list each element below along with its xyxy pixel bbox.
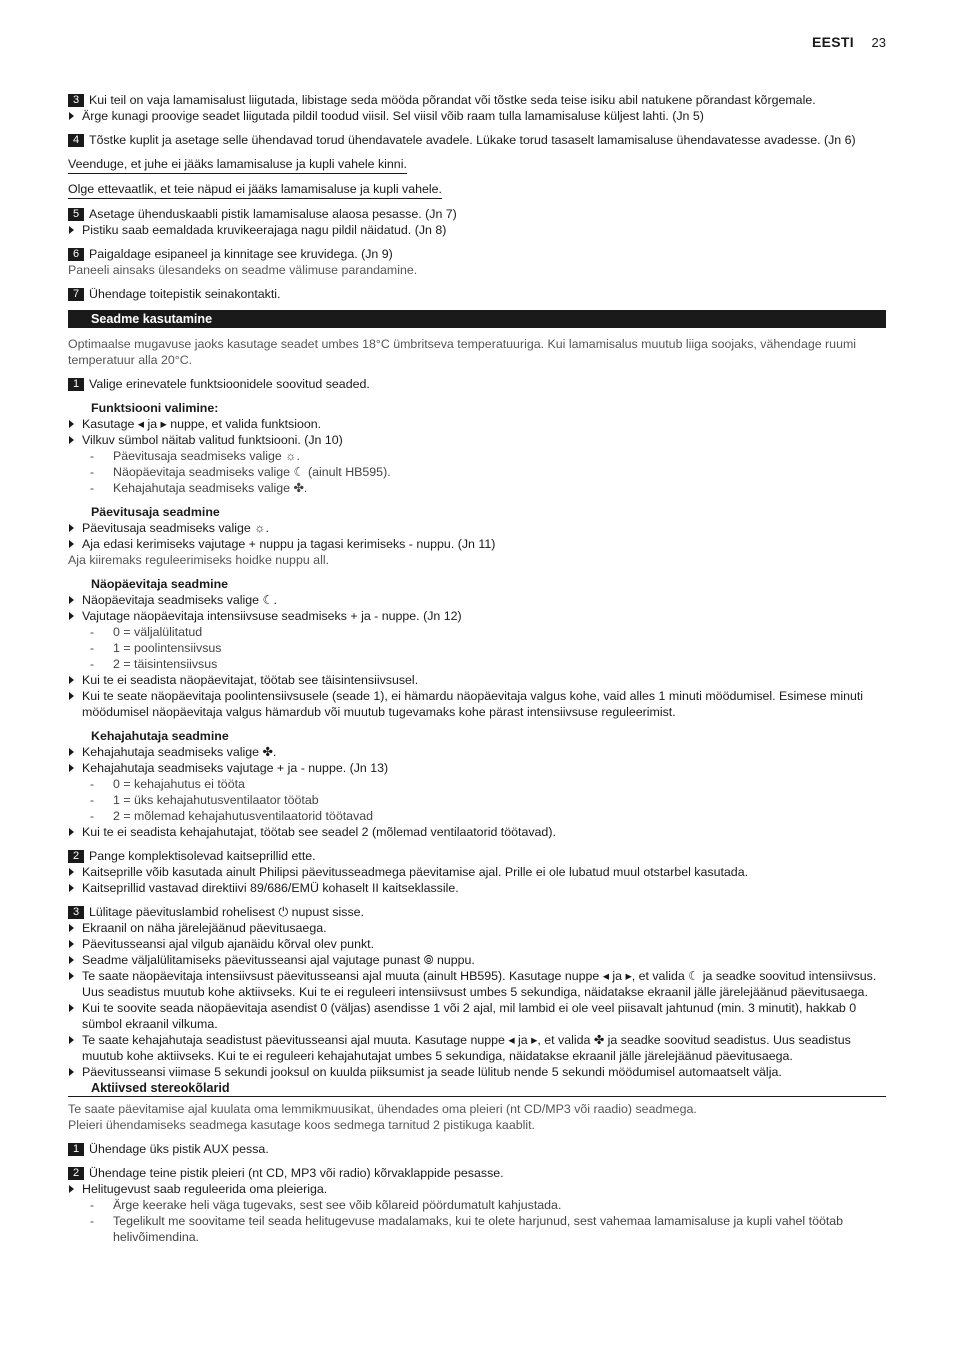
- dash-item: - Näopäevitaja seadmiseks valige ☾ (ainult HB595).: [68, 464, 886, 480]
- section-intro: Optimaalse mugavuse jaoks kasutage seadet umbes 18°C ümbritseva temperatuuriga. Kui lamamisalus muutub liiga soojaks, vähendage ruumi temperatuur alla 20°C.: [68, 337, 857, 367]
- step-text: Valige erinevatele funktsioonidele soovitud seaded.: [89, 377, 370, 391]
- bullet-item: Pistiku saab eemaldada kruvikeerajaga nagu pildil näidatud. (Jn 8): [68, 222, 886, 238]
- step-number: 2: [68, 1167, 84, 1180]
- step-2: [68, 848, 886, 864]
- step-number: 3: [68, 906, 84, 919]
- section-heading-usage: Seadme kasutamine: [68, 310, 886, 328]
- language-label: EESTI: [811, 34, 854, 50]
- step-1: [68, 376, 886, 392]
- warning-text: Olge ettevaatlik, et teie näpud ei jääks lamamisaluse ja kupli vahele.: [68, 181, 442, 199]
- bullet-item: Näopäevitaja seadmiseks valige ☾.: [68, 592, 886, 608]
- step-number: 3: [68, 94, 84, 107]
- note-text: Aja kiiremaks reguleerimiseks hoidke nuppu all.: [68, 553, 330, 567]
- step-text: Tõstke kuplit ja asetage selle ühendavad torud ühendavatele avadele. Lükake torud tasaselt lamamisaluse ühendavatesse avadesse. (Jn 6): [89, 133, 856, 147]
- step-number: 7: [68, 288, 84, 301]
- step-1: [68, 1141, 886, 1157]
- bullet-item: Seadme väljalülitamiseks päevitusseansi ajal vajutage punast ⦾ nuppu.: [68, 952, 886, 968]
- step-text: Kui teil on vaja lamamisalust liigutada, libistage seda mööda põrandat või tõstke seda teise isiku abil natukene põrandast kõrgemale.: [89, 93, 816, 107]
- section-intro: Pleieri ühendamiseks seadmega kasutage koos sedmega tarnitud 2 pistikuga kaablit.: [68, 1118, 535, 1132]
- step-number: 4: [68, 134, 84, 147]
- bullet-item: Ekraanil on näha järelejäänud päevitusaega.: [68, 920, 886, 936]
- step-text: Lülitage päevituslambid rohelisest ⏻ nupust sisse.: [89, 905, 364, 919]
- bullet-item: Te saate näopäevitaja intensiivsust päevitusseansi ajal muuta (ainult HB595). Kasutage nuppe ◂ ja ▸, et valida ☾ ja seadke soovitud intensiivsus. Uus seadistus muutub kohe aktiivseks. Kui te ei reguleeri intensiivsust umbes 5 sekundiga, näidatakse ekraanil jälle järelejäänud päevitusaega.: [68, 968, 886, 1000]
- subheading-body-cooler: Kehajahutaja seadmine: [91, 729, 229, 743]
- bullet-item: Päevitusaja seadmiseks valige ☼.: [68, 520, 886, 536]
- dash-item: - 2 = täisintensiivsus: [68, 656, 886, 672]
- section-heading-stereo: Aktiivsed stereokõlarid: [68, 1080, 886, 1097]
- step-2: [68, 1165, 886, 1181]
- page-number: 23: [871, 35, 886, 50]
- page-header: [812, 34, 886, 50]
- dash-item: - 1 = üks kehajahutusventilaator töötab: [68, 792, 886, 808]
- bullet-item: Kehajahutaja seadmiseks valige ✤.: [68, 744, 886, 760]
- page-content: [68, 92, 886, 1245]
- section-intro: Te saate päevitamise ajal kuulata oma lemmikmuusikat, ühendades oma pleieri (nt CD/MP3 või raadio) seadmega.: [68, 1102, 697, 1116]
- step-5: [68, 206, 886, 222]
- dash-item: - Ärge keerake heli väga tugevaks, sest see võib kõlareid pöördumatult kahjustada.: [68, 1197, 886, 1213]
- bullet-item: Helitugevust saab reguleerida oma pleieriga.: [68, 1181, 886, 1197]
- step-number: 1: [68, 378, 84, 391]
- bullet-item: Te saate kehajahutaja seadistust päevitusseansi ajal muuta. Kasutage nuppe ◂ ja ▸, et valida ✤ ja seadke soovitud seadistus. Uus seadistus muutub kohe aktiivseks. Kui te ei reguleeri kehajahutajat umbes 5 sekundiga, näidatakse ekraanil jälle järelejäänud päevitusaega.: [68, 1032, 886, 1064]
- dash-item: - 0 = väljalülitatud: [68, 624, 886, 640]
- bullet-item: Kui te seate näopäevitaja poolintensiivsusele (seade 1), ei hämardu näopäevitaja valgus kohe, vaid alles 1 minuti möödumisel. Esimese minuti möödumisel näopäevitaja valgus hämardub või muutub tugevamaks kohe pärast intensiivsuse reguleerimist.: [68, 688, 886, 720]
- bullet-item: Kaitseprillid vastavad direktiivi 89/686/EMÜ kohaselt II kaitseklassile.: [68, 880, 886, 896]
- subheading-tanning: Päevitusaja seadmine: [91, 505, 220, 519]
- step-3: [68, 904, 886, 920]
- bullet-item: Päevitusseansi ajal vilgub ajanäidu kõrval olev punkt.: [68, 936, 886, 952]
- step-text: Ühendage üks pistik AUX pessa.: [89, 1142, 269, 1156]
- subheading-face-tanner: Näopäevitaja seadmine: [91, 577, 229, 591]
- bullet-item: Kehajahutaja seadmiseks vajutage + ja - nuppe. (Jn 13): [68, 760, 886, 776]
- bullet-item: Päevitusseansi viimase 5 sekundi jooksul on kuulda piiksumist ja seade lülitub nende 5 sekundi möödumisel automaatselt välja.: [68, 1064, 886, 1080]
- step-3: [68, 92, 886, 108]
- step-text: Asetage ühenduskaabli pistik lamamisaluse alaosa pesasse. (Jn 7): [89, 207, 457, 221]
- step-text: Ühendage toitepistik seinakontakti.: [89, 287, 281, 301]
- step-4: [68, 132, 886, 148]
- note-text: Paneeli ainsaks ülesandeks on seadme välimuse parandamine.: [68, 263, 418, 277]
- step-6: [68, 246, 886, 262]
- bullet-item: Kui te soovite seada näopäevitaja asendist 0 (väljas) asendisse 1 või 2 ajal, mil lambid ei ole veel piisavalt jahtunud (min. 3 minutit), hakkab 0 sümbol ekraanil vilkuma.: [68, 1000, 886, 1032]
- bullet-item: Ärge kunagi proovige seadet liigutada pildil toodud viisil. Sel viisil võib raam tulla lamamisaluse küljest lahti. (Jn 5): [68, 108, 886, 124]
- step-number: 1: [68, 1143, 84, 1156]
- dash-item: - Kehajahutaja seadmiseks valige ✤.: [68, 480, 886, 496]
- bullet-item: Vajutage näopäevitaja intensiivsuse seadmiseks + ja - nuppe. (Jn 12): [68, 608, 886, 624]
- step-number: 6: [68, 248, 84, 261]
- bullet-item: Kui te ei seadista näopäevitajat, töötab see täisintensiivsusel.: [68, 672, 886, 688]
- step-number: 2: [68, 850, 84, 863]
- bullet-item: Kasutage ◂ ja ▸ nuppe, et valida funktsioon.: [68, 416, 886, 432]
- bullet-item: Aja edasi kerimiseks vajutage + nuppu ja tagasi kerimiseks - nuppu. (Jn 11): [68, 536, 886, 552]
- step-7: [68, 286, 886, 302]
- step-text: Paigaldage esipaneel ja kinnitage see kruvidega. (Jn 9): [89, 247, 393, 261]
- step-number: 5: [68, 208, 84, 221]
- step-text: Ühendage teine pistik pleieri (nt CD, MP3 või radio) kõrvaklappide pesasse.: [89, 1166, 504, 1180]
- dash-item: - 0 = kehajahutus ei tööta: [68, 776, 886, 792]
- subheading-function: Funktsiooni valimine:: [91, 401, 219, 415]
- bullet-item: Kaitseprille võib kasutada ainult Philipsi päevitusseadmega päevitamise ajal. Prille ei ole lubatud muul otstarbel kasutada.: [68, 864, 886, 880]
- bullet-item: Kui te ei seadista kehajahutajat, töötab see seadel 2 (mõlemad ventilaatorid töötavad).: [68, 824, 886, 840]
- warning-text: Veenduge, et juhe ei jääks lamamisaluse ja kupli vahele kinni.: [68, 156, 407, 174]
- dash-item: - 1 = poolintensiivsus: [68, 640, 886, 656]
- dash-item: - Tegelikult me soovitame teil seada helitugevuse madalamaks, kui te olete harjunud, sest vahemaa lamamisaluse ja kupli vahel töötab helivõimendina.: [68, 1213, 886, 1245]
- bullet-item: Vilkuv sümbol näitab valitud funktsiooni. (Jn 10): [68, 432, 886, 448]
- dash-item: - Päevitusaja seadmiseks valige ☼.: [68, 448, 886, 464]
- step-text: Pange komplektisolevad kaitseprillid ette.: [89, 849, 316, 863]
- dash-item: - 2 = mõlemad kehajahutusventilaatorid töötavad: [68, 808, 886, 824]
